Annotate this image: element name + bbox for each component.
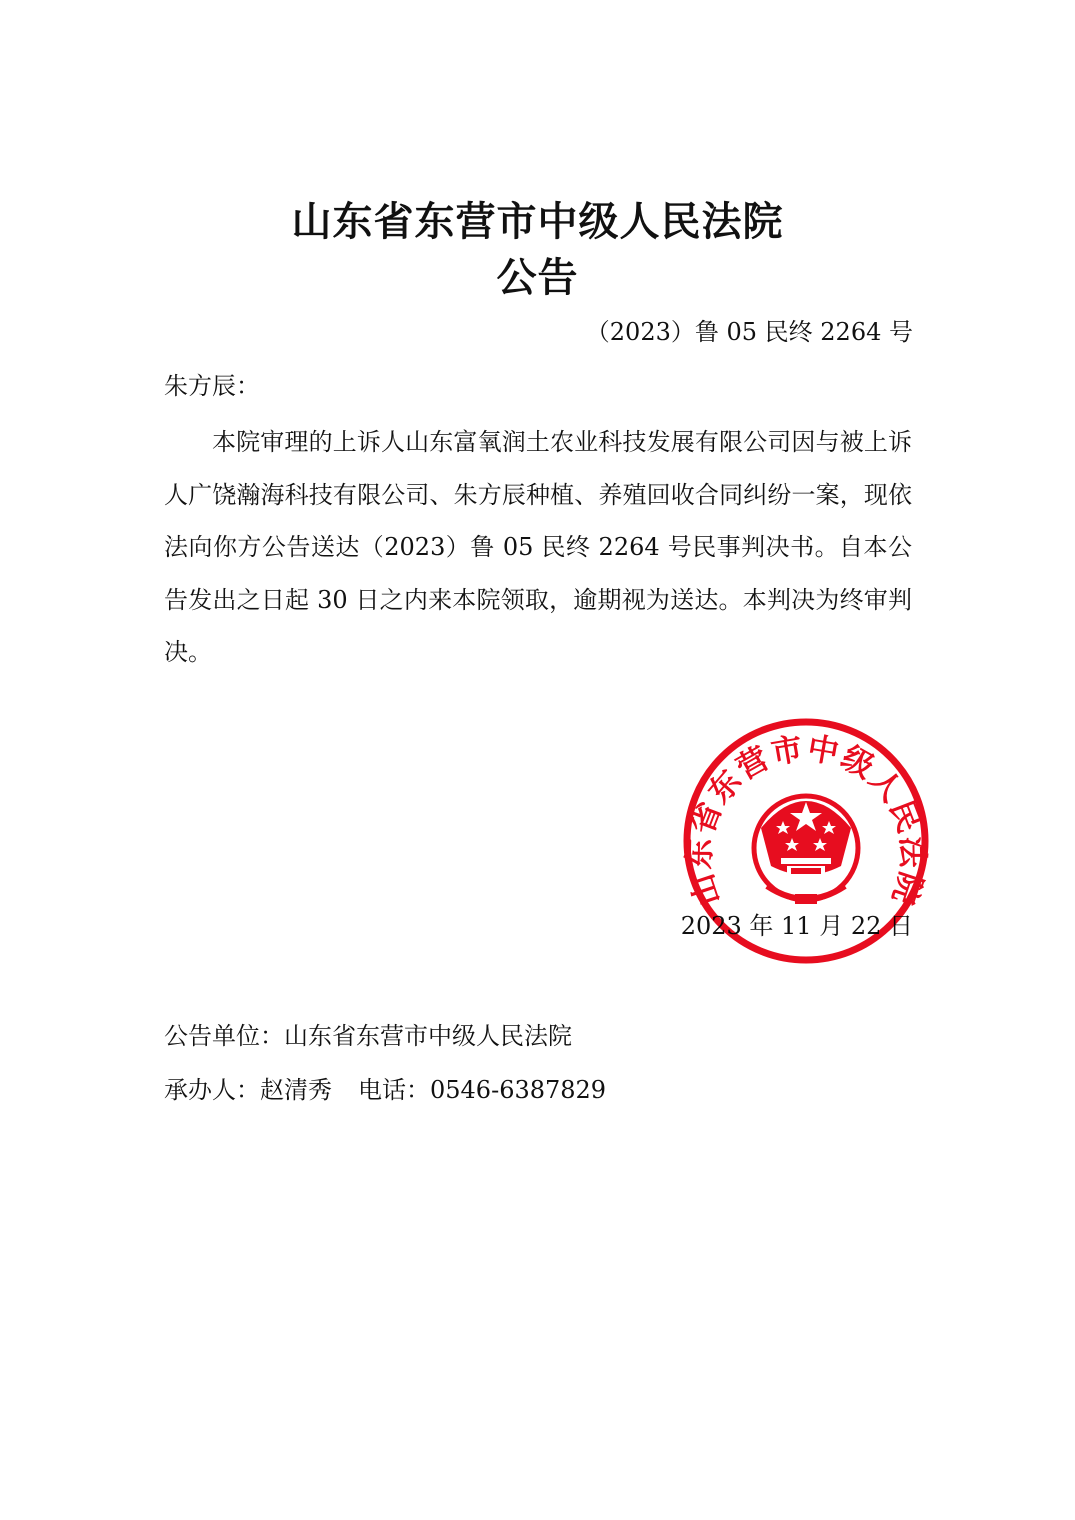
notice-body: 本院审理的上诉人山东富氧润土农业科技发展有限公司因与被上诉人广饶瀚海科技有限公司、朱方辰种植、养殖回收合同纠纷一案，现依法向你方公告送达（2023）鲁 05 民终 2264 号民事判决书。自本公告发出之日起 30 日之内来本院领取，逾期视为送达。本判决为终审判决。 [164,428,912,666]
issue-date: 2023 年 11 月 22 日 [680,912,913,940]
court-seal-icon [681,716,931,966]
court-name-heading: 山东省东营市中级人民法院 [291,198,784,245]
notice-heading: 公告 [496,254,579,301]
contact-line [164,1070,606,1105]
issuing-unit-line [164,1016,572,1051]
phone-label: 电话： [358,1076,430,1104]
issuing-unit-value: 山东省东营市中级人民法院 [284,1022,572,1050]
national-emblem-icon [754,796,858,904]
svg-text:山东省东营市中级人民法院: 山东省东营市中级人民法院 [681,730,931,911]
phone-number: 0546-6387829 [430,1076,607,1104]
handler-name: 赵清秀 [260,1076,332,1104]
addressee: 朱方辰： [164,372,260,400]
issuing-unit-label: 公告单位： [164,1022,284,1050]
case-number: （2023）鲁 05 民终 2264 号 [585,318,913,346]
handler-label: 承办人： [164,1076,260,1104]
